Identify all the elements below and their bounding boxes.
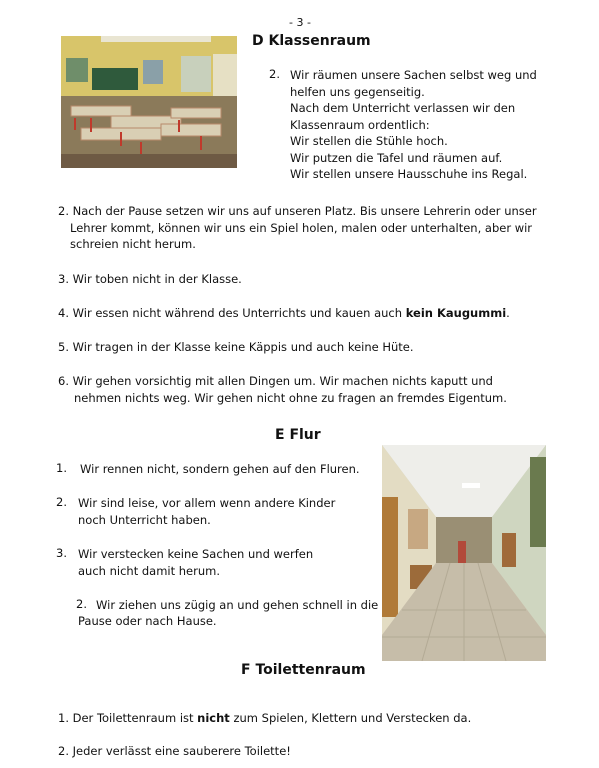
section-d-item-4 [58,305,510,322]
text-line: Wir putzen die Tafel und räumen auf. [290,150,503,165]
section-d-item-3 [58,271,242,288]
section-d-item-5 [58,339,414,356]
text-line: Wir ziehen uns zügig an und gehen schnell in die [96,598,379,612]
text-line: nehmen nichts weg. Wir gehen nicht ohne zu fragen an fremdes Eigentum. [74,390,507,405]
section-f-item-1 [58,710,471,727]
text-line [58,710,471,727]
text-line: Wir stellen unsere Hausschuhe ins Regal. [290,167,528,181]
text-line: 5. Wir tragen in der Klasse keine Käppis und auch keine Hüte. [58,340,414,354]
section-e-item-4 [96,597,386,614]
text-line: Wir rennen nicht, sondern gehen auf den Fluren. [80,462,360,476]
text-line: Wir stellen die Stühle hoch. [290,134,448,148]
page-number: - 3 - [289,16,311,29]
text-line: 2. Nach der Pause setzen wir uns auf unseren Platz. Bis unsere Lehrerin oder unser [58,204,537,218]
section-d-title: D Klassenraum [252,33,371,49]
text-line: Pause oder nach Hause. [78,614,217,628]
section-e-item-1-number: 1. [56,461,67,475]
text-line [58,305,510,322]
section-e-item-3 [78,546,368,579]
classroom-photo [61,36,237,168]
text-line: Klassenraum ordentlich: [290,117,430,132]
text-line: helfen uns gegenseitig. [290,84,425,99]
text-line: noch Unterricht haben. [78,512,211,527]
text-line: Wir sind leise, vor allem wenn andere Kinder [78,496,336,510]
text-line: 3. Wir toben nicht in der Klasse. [58,272,242,286]
bold-text: kein Kaugummi [405,306,507,320]
section-e-item-4-cont [78,613,217,630]
text-line: schreien nicht herum. [70,237,196,251]
section-e-item-2-number: 2. [56,495,67,509]
section-d-item-top [290,67,590,183]
section-f-title: F Toilettenraum [241,662,366,678]
text-line: auch nicht damit herum. [78,563,221,578]
text-line: Wir räumen unsere Sachen selbst weg und [290,68,537,82]
text-line: Lehrer kommt, können wir uns ein Spiel holen, malen oder unterhalten, aber wir [70,220,533,235]
hallway-photo [382,445,546,661]
section-e-item-2 [78,495,368,528]
bold-text: nicht [197,711,230,725]
section-d-item-top-number: 2. [269,67,280,81]
text-before: 4. Wir essen nicht während des Unterrichts und kauen auch [58,306,406,320]
text-line: Wir verstecken keine Sachen und werfen [78,547,314,561]
text-before: 1. Der Toilettenraum ist [58,711,198,725]
section-e-item-1 [80,461,360,478]
text-after: . [506,306,510,320]
section-d-item-2 [58,203,588,253]
text-line: 6. Wir gehen vorsichtig mit allen Dingen um. Wir machen nichts kaputt und [58,374,493,388]
section-d-item-6 [58,373,588,406]
text-line: 2. Jeder verlässt eine sauberere Toilette! [58,744,291,758]
text-line: Nach dem Unterricht verlassen wir den [290,101,516,115]
section-e-title: E Flur [275,427,321,443]
section-e-item-4-number: 2. [76,597,87,611]
text-after: zum Spielen, Klettern und Verstecken da. [229,711,472,725]
section-e-item-3-number: 3. [56,546,67,560]
section-f-item-2 [58,743,291,760]
